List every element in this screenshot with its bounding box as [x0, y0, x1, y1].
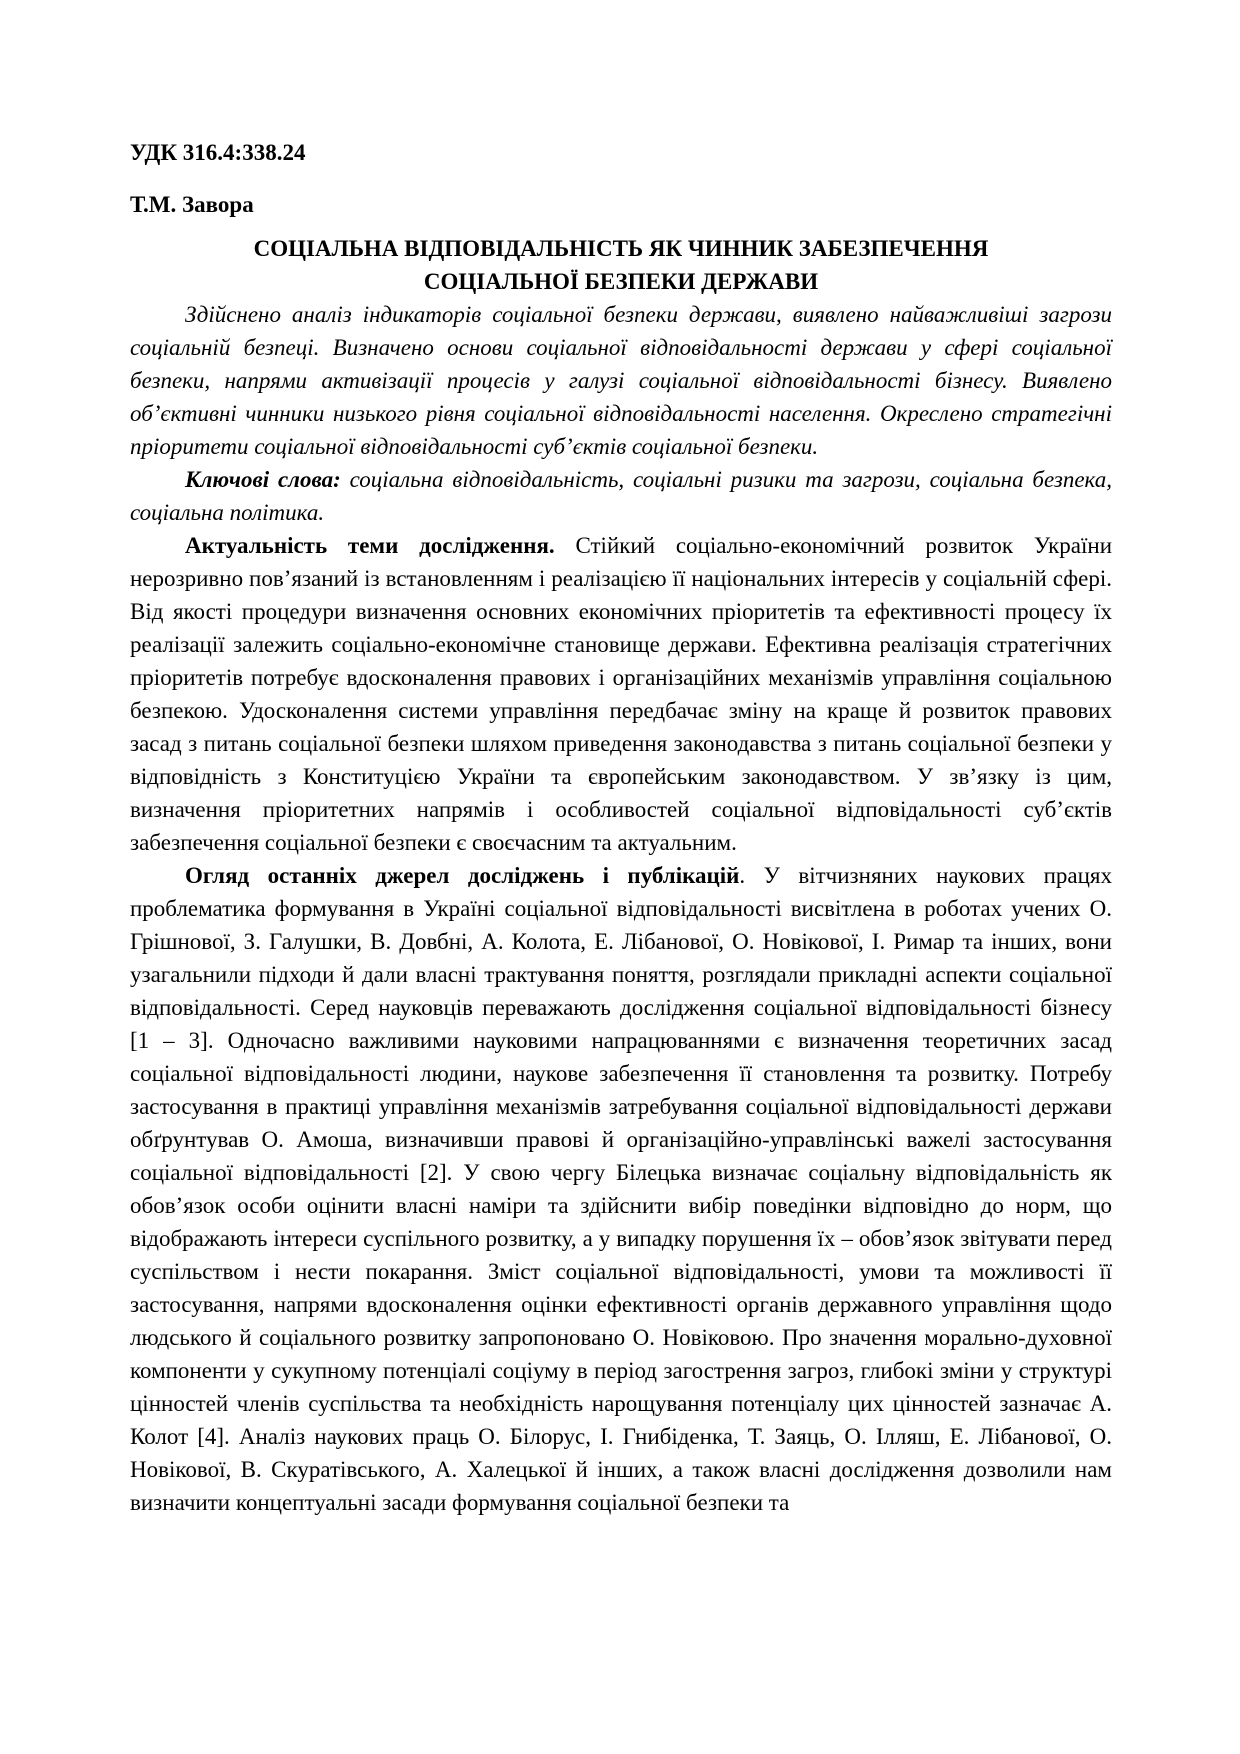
- paper-title-line-1: СОЦІАЛЬНА ВІДПОВІДАЛЬНІСТЬ ЯК ЧИННИК ЗАБЕЗПЕЧЕННЯ: [253, 236, 989, 261]
- udc-code: УДК 316.4:338.24: [130, 140, 306, 165]
- section-review-heading: Огляд останніх джерел досліджень і публікацій: [185, 863, 740, 888]
- keywords-text: соціальна відповідальність, соціальні ризики та загрози, соціальна безпека, соціальна політика.: [130, 467, 1112, 525]
- keywords-label: Ключові слова:: [185, 467, 341, 492]
- section-review-paragraph: [130, 859, 1112, 1519]
- abstract-paragraph: Здійснено аналіз індикаторів соціальної безпеки держави, виявлено найважливіші загрози соціальній безпеці. Визначено основи соціальної відповідальності держави у сфері соціальної безпеки, напрями активізації процесів у галузі соціальної відповідальності бізнесу. Виявлено об’єктивні чинники низького рівня соціальної відповідальності населення. Окреслено стратегічні пріоритети соціальної відповідальності суб’єктів соціальної безпеки.: [130, 302, 1112, 459]
- section-actuality-heading: Актуальність теми дослідження.: [185, 533, 555, 558]
- section-actuality-body: Стійкий соціально-економічний розвиток України нерозривно пов’язаний із встановленням і реалізацією її національних інтересів у соціальній сфері. Від якості процедури визначення основних економічних пріоритетів та ефективності процесу їх реалізації залежить соціально-економічне становище держави. Ефективна реалізація стратегічних пріоритетів потребує вдосконалення правових і організаційних механізмів управління соціальною безпекою. Удосконалення системи управління передбачає зміну на краще й розвиток правових засад з питань соціальної безпеки шляхом приведення законодавства з питань соціальної безпеки у відповідність з Конституцією України та європейським законодавством. У зв’язку із цим, визначення пріоритетних напрямів і особливостей соціальної відповідальності суб’єктів забезпечення соціальної безпеки є своєчасним та актуальним.: [130, 533, 1113, 855]
- author-name: Т.М. Завора: [130, 192, 254, 217]
- paper-title-line-2: СОЦІАЛЬНОЇ БЕЗПЕКИ ДЕРЖАВИ: [423, 269, 819, 294]
- paper-title: [130, 232, 1112, 298]
- keywords-paragraph: [130, 463, 1112, 529]
- section-review-body: . У вітчизняних наукових працях проблематика формування в Україні соціальної відповідальності висвітлена в роботах учених О. Грішнової, З. Галушки, В. Довбні, А. Колота, Е. Лібанової, О. Новікової, І. Римар та інших, вони узагальнили підходи й дали власні трактування поняття, розглядали прикладні аспекти соціальної відповідальності. Серед науковців переважають дослідження соціальної відповідальності бізнесу [1 – 3]. Одночасно важливими науковими напрацюваннями є визначення теоретичних засад соціальної відповідальності людини, наукове забезпечення її становлення та розвитку. Потребу застосування в практиці управління механізмів затребування соціальної відповідальності держави обґрунтував О. Амоша, визначивши правові й організаційно-управлінські важелі застосування соціальної відповідальності [2]. У свою чергу Білецька визначає соціальну відповідальність як обов’язок особи оцінити власні наміри та здійснити вибір поведінки відповідно до норм, що відображають інтереси суспільного розвитку, а у випадку порушення їх – обов’язок звітувати перед суспільством і нести покарання. Зміст соціальної відповідальності, умови та можливості її застосування, напрями вдосконалення оцінки ефективності органів державного управління щодо людського й соціального розвитку запропоновано О. Новіковою. Про значення морально-духовної компоненти у сукупному потенціалі соціуму в період загострення загроз, глибокі зміни у структурі цінностей членів суспільства та необхідність нарощування потенціалу цих цінностей зазначає А. Колот [4]. Аналіз наукових праць О. Білорус, І. Гнибіденка, Т. Заяць, О. Ілляш, Е. Лібанової, О. Новікової, В. Скуратівського, А. Халецької й інших, а також власні дослідження дозволили нам визначити концептуальні засади формування соціальної безпеки та: [130, 863, 1112, 1515]
- section-actuality-paragraph: [130, 529, 1112, 859]
